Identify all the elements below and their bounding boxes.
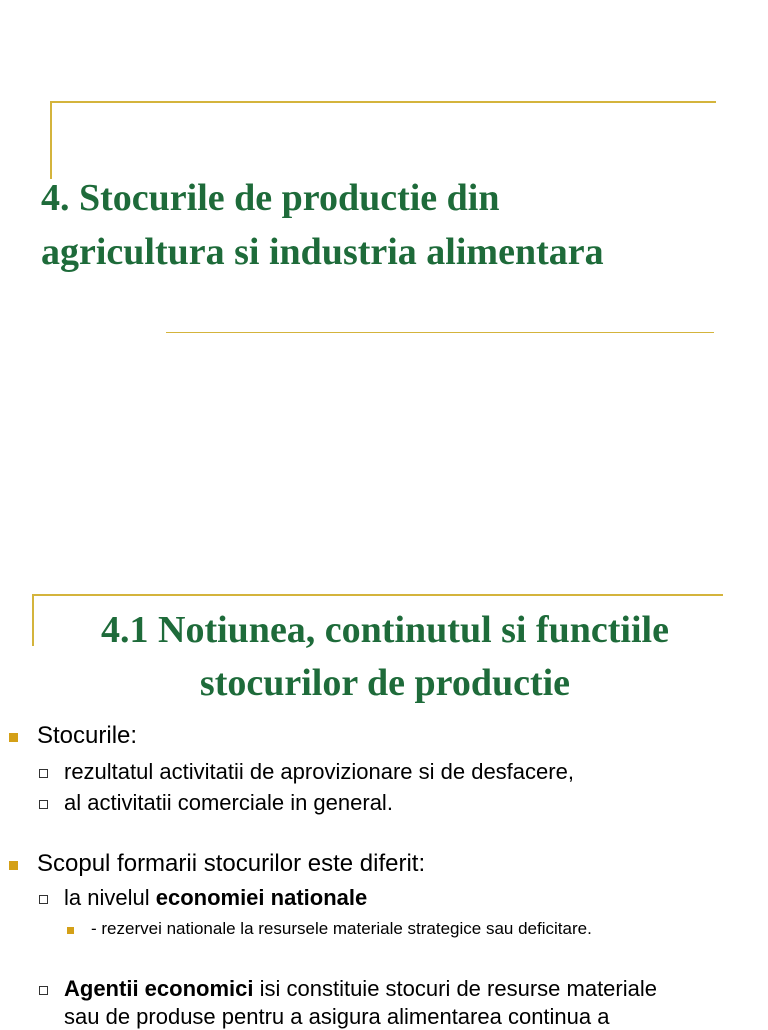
slide1-bottom-rule — [166, 332, 714, 333]
slide1-title-line1: 4. Stocurile de productie din — [41, 177, 500, 219]
list-item-text-bold: Agentii economici — [64, 976, 254, 1001]
list-item-text — [64, 976, 657, 1002]
slide2-title-line1: 4.1 Notiunea, continutul si functiile — [101, 609, 669, 651]
list-item-text-regular: isi constituie stocuri de resurse materiale — [253, 976, 657, 1001]
slide1-top-rule — [50, 101, 716, 103]
small-filled-square-bullet-icon — [67, 927, 74, 934]
list-item-text: - rezervei nationale la resursele materiale strategice sau deficitare. — [91, 919, 592, 938]
slide2-top-rule — [32, 594, 723, 596]
list-item-text — [64, 885, 367, 911]
list-item-text: Stocurile: — [37, 722, 138, 749]
hollow-square-bullet-icon — [39, 895, 48, 904]
list-item-text-regular: la nivelul — [64, 885, 156, 910]
slide1-title-line2: agricultura si industria alimentara — [41, 231, 604, 273]
slide2-left-rule — [32, 594, 34, 646]
filled-square-bullet-icon — [9, 733, 18, 742]
hollow-square-bullet-icon — [39, 800, 48, 809]
hollow-square-bullet-icon — [39, 769, 48, 778]
list-item-text-bold: economiei nationale — [155, 885, 368, 910]
slide2-title-line2: stocurilor de productie — [199, 662, 571, 704]
slide1-title — [41, 171, 741, 279]
slide1-left-rule — [50, 101, 52, 179]
list-item-text: Scopul formarii stocurilor este diferit: — [37, 850, 426, 877]
list-item-text: sau de produse pentru a asigura alimentarea continua a — [64, 1004, 610, 1029]
filled-square-bullet-icon — [9, 861, 18, 870]
hollow-square-bullet-icon — [39, 986, 48, 995]
slide2-title — [40, 604, 730, 710]
list-item-text: rezultatul activitatii de aprovizionare si de desfacere, — [64, 759, 574, 784]
list-item-text: al activitatii comerciale in general. — [64, 790, 393, 815]
